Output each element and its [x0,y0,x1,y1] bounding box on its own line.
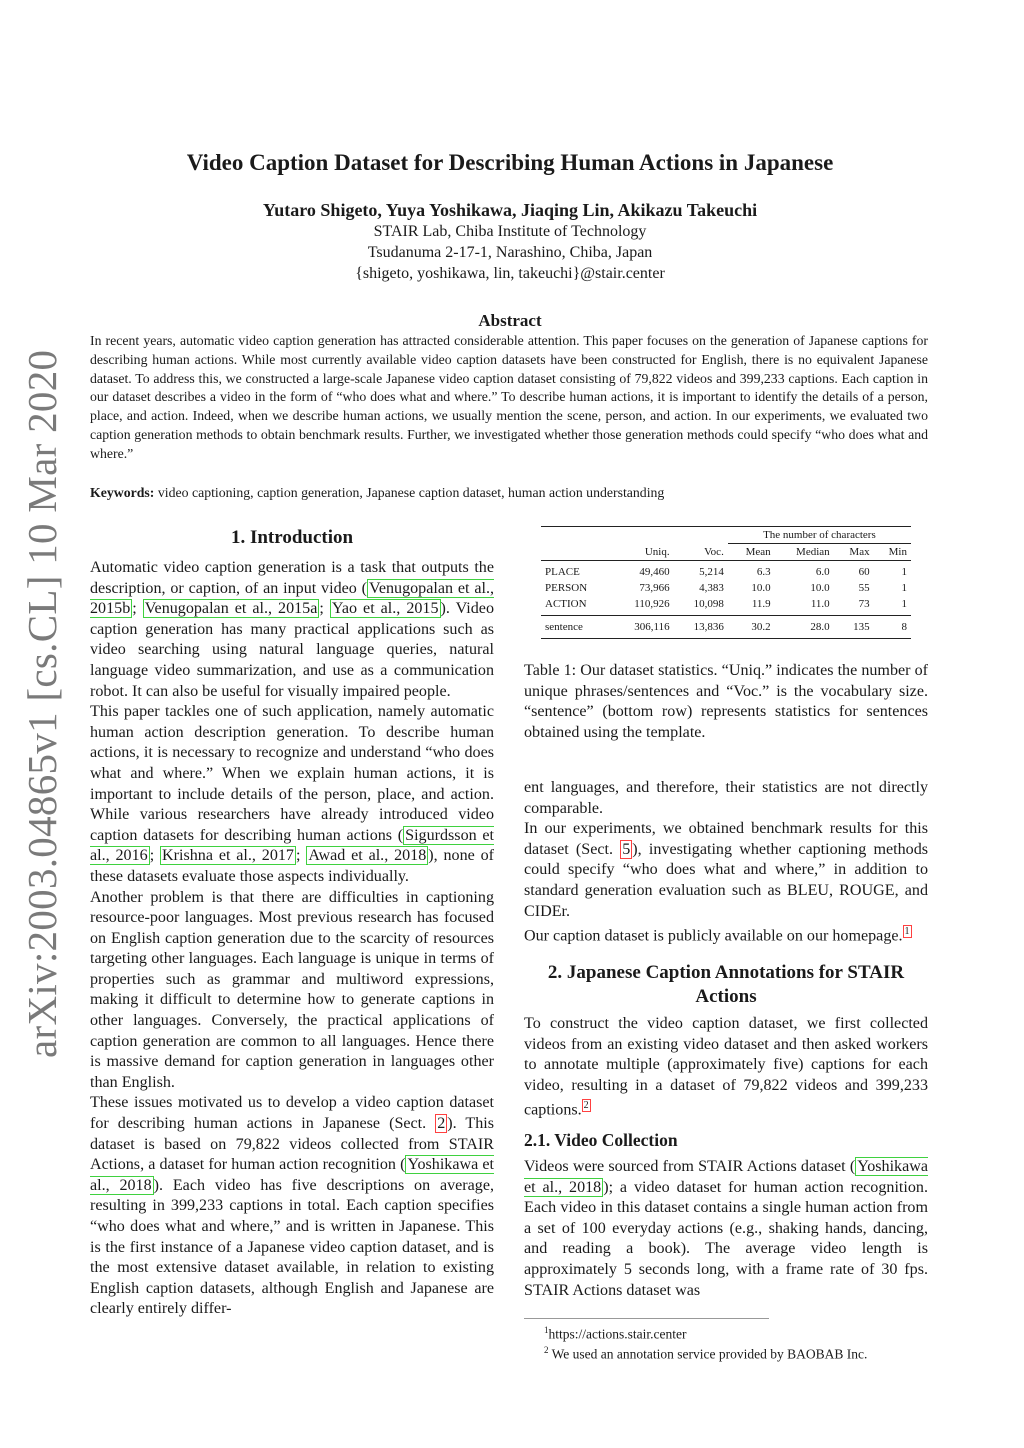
keywords-label: Keywords: [90,485,155,500]
right-paragraph-2: In our experiments, we obtained benchmark results for this dataset (Sect. 5 ), investigating whether captioning methods could specify “who does what and where,” in addition to standard generation evaluation such as BLEU, ROUGE, and CIDEr. [524,820,929,920]
citation-link[interactable]: Venugopalan et al., 2015b [90,579,494,618]
footnote-1: $^1$https://actions.stair.center [544,1325,687,1342]
table-row: PERSON 73,966 4,383 10.0 10.0 55 1 [545,582,907,594]
right-paragraph-3: Our caption dataset is publicly available on our homepage. $^1$ [524,926,910,945]
subsection-2-1-paragraph: Videos were sourced from STAIR Actions dataset ( Yoshikawa et al., 2018 ); a video dataset for human action recognition. Each video in this dataset contains a single human action from a set of 100 everyday actions (e.g., shaking hands, dancing, and reading a book). The average video length is approximately 5 seconds long, with a frame rate of 30 fps. STAIR Actions dataset was [524,1158,928,1299]
citation-link[interactable]: Awad et al., 2018 [308,847,427,865]
footnote-divider [524,1318,769,1319]
table-column-header: Max [849,546,870,558]
table-column-header: Voc. [704,545,724,558]
citation-link[interactable]: Krishna et al., 2017 [162,847,294,865]
paper-title: Video Caption Dataset for Describing Human Actions in Japanese [186,150,834,175]
section-2-body [524,1014,928,1121]
table-summary-row: sentence 306,116 13,836 30.2 28.0 135 8 [541,616,911,639]
affiliation-address: Tsudanuma 2-17-1, Narashino, Chiba, Japan [367,244,653,261]
table-group-header: The number of characters [728,527,911,544]
table-row: PLACE 49,460 5,214 6.3 6.0 60 1 [545,566,907,578]
abstract-body: In recent years, automatic video caption generation has attracted considerable attention. This paper focuses on the generation of Japanese captions for describing human actions. While most currently available video caption datasets have been constructed for English, there is no equivalent Japanese dataset. To address this, we constructed a large-scale Japanese video caption dataset consisting of 79,822 videos and 399,233 captions. Each caption in our dataset describes a video in the form of “who does what and where.” To describe human actions, it is important to identify the details of a person, place, and action. Indeed, when we describe human actions, we usually mention the scene, person, and action. In our experiments, we evaluated two caption generation methods to obtain benchmark results. Further, we investigated whether those generation methods could specify “who does what and where.” [90,333,928,461]
section-ref-link[interactable]: 2 [437,1115,446,1133]
footnote-ref-link[interactable]: 2 [583,1100,589,1112]
affiliation-email: {shigeto, yoshikawa, lin, takeuchi}@stair.center [355,265,665,282]
affiliation-org: STAIR Lab, Chiba Institute of Technology [373,223,647,240]
section-heading-introduction: 1. Introduction [230,527,354,548]
right-paragraph-1: ent languages, and therefore, their statistics are not directly comparable. [524,779,928,817]
section-heading-annotations: 2. Japanese Caption Annotations for STAIR Actions [547,962,905,1007]
keywords [90,485,928,501]
citation-link[interactable]: Yoshikawa et al., 2018 [90,1156,495,1194]
table-column-header: Min [888,546,907,558]
dataset-statistics-table [541,526,911,639]
footnote-ref-link[interactable]: 1 [904,926,910,938]
intro-paragraph-1: Automatic video caption generation is a task that outputs the description, or caption, of an input video ( Venugopalan et al., 2015b ; Venugopalan et al., 2015a ; Yao et al., 2015 ). Video caption generation has many practical applications such as video searching using natural language queries, natural language video summarization, and use as a communication robot. It can also be useful for visually impaired people. [90,559,494,700]
table-row: ACTION 110,926 10,098 11.9 11.0 73 1 [545,598,907,610]
citation-link[interactable]: Sigurdsson et al., 2016 [90,826,494,865]
table-column-header: Median [796,546,830,558]
intro-paragraph-3: Another problem is that there are difficulties in captioning resource-poor languages. Most previous research has focused on English caption generation due to the scarcity of resources targeting other languages. Each language is unique in terms of properties such as grammar and multiword expressions, making it difficult to determine how to generate captions in other languages. Conversely, the practical applications of caption generation are common to all languages. Hence there is massive demand for caption generation in languages other than English. [90,888,494,1091]
intro-paragraph-2: This paper tackles one of such application, namely automatic human action description generation. To describe human actions, it is necessary to recognize and understand “who does what and where.” When we explain human actions, it is important to include details of the person, place, and action. While various researchers have already introduced video caption datasets for describing human actions ( Sigurdsson et al., 2016 ; Krishna et al., 2017 ; Awad et al., 2018 ), none of these datasets evaluate those aspects individually. [90,703,495,885]
subsection-heading-video-collection: 2.1. Video Collection [524,1130,678,1150]
citation-link[interactable]: Yoshikawa et al., 2018 [524,1158,928,1196]
abstract-heading: Abstract [478,311,542,330]
right-column-top [524,778,928,947]
footnote-url[interactable]: https://actions.stair.center [548,1326,687,1342]
table-caption: Table 1: Our dataset statistics. “Uniq.” indicates the number of unique phrases/sentences and “Voc.” is the vocabulary size. “sentence” (bottom row) represents statistics for sentences obtained using the template. [524,662,928,741]
table-column-header: Mean [745,546,771,558]
author-list: Yutaro Shigeto, Yuya Yoshikawa, Jiaqing Lin, Akikazu Takeuchi [262,200,758,220]
table-column-header: Uniq. [644,545,670,558]
section-2-paragraph: To construct the video caption dataset, we first collected videos from an existing video dataset and then asked workers to annotate multiple (approximately five) captions for each video, resulting in a dataset of 79,822 videos and 399,233 captions. $^2$ [524,1015,928,1119]
footnote-2: $^2$ We used an annotation service provided by BAOBAB Inc. [544,1345,868,1362]
left-column [90,558,494,1320]
keywords-text: video captioning, caption generation, Japanese caption dataset, human action understanding [157,485,665,500]
subsection-2-1-body [524,1157,928,1301]
citation-link[interactable]: Yao et al., 2015 [331,600,439,618]
section-ref-link[interactable]: 5 [622,840,631,858]
arxiv-side-stamp: arXiv:2003.04865v1 [cs.CL] 10 Mar 2020 [19,349,65,1058]
citation-link[interactable]: Venugopalan et al., 2015a [144,600,318,618]
intro-paragraph-4: These issues motivated us to develop a video caption dataset for describing human actions in Japanese (Sect. 2 ). This dataset is based on 79,822 videos collected from STAIR Actions, a dataset for human action recognition ( Yoshikawa et al., 2018 ). Each video has five descriptions on average, resulting in 399,233 captions in total. Each caption specifies “who does what and where,” and is written in Japanese. This is the first instance of a Japanese video caption dataset, and is the most extensive dataset available, in relation to existing English caption datasets, although English and Japanese are clearly entirely differ- [90,1094,495,1318]
